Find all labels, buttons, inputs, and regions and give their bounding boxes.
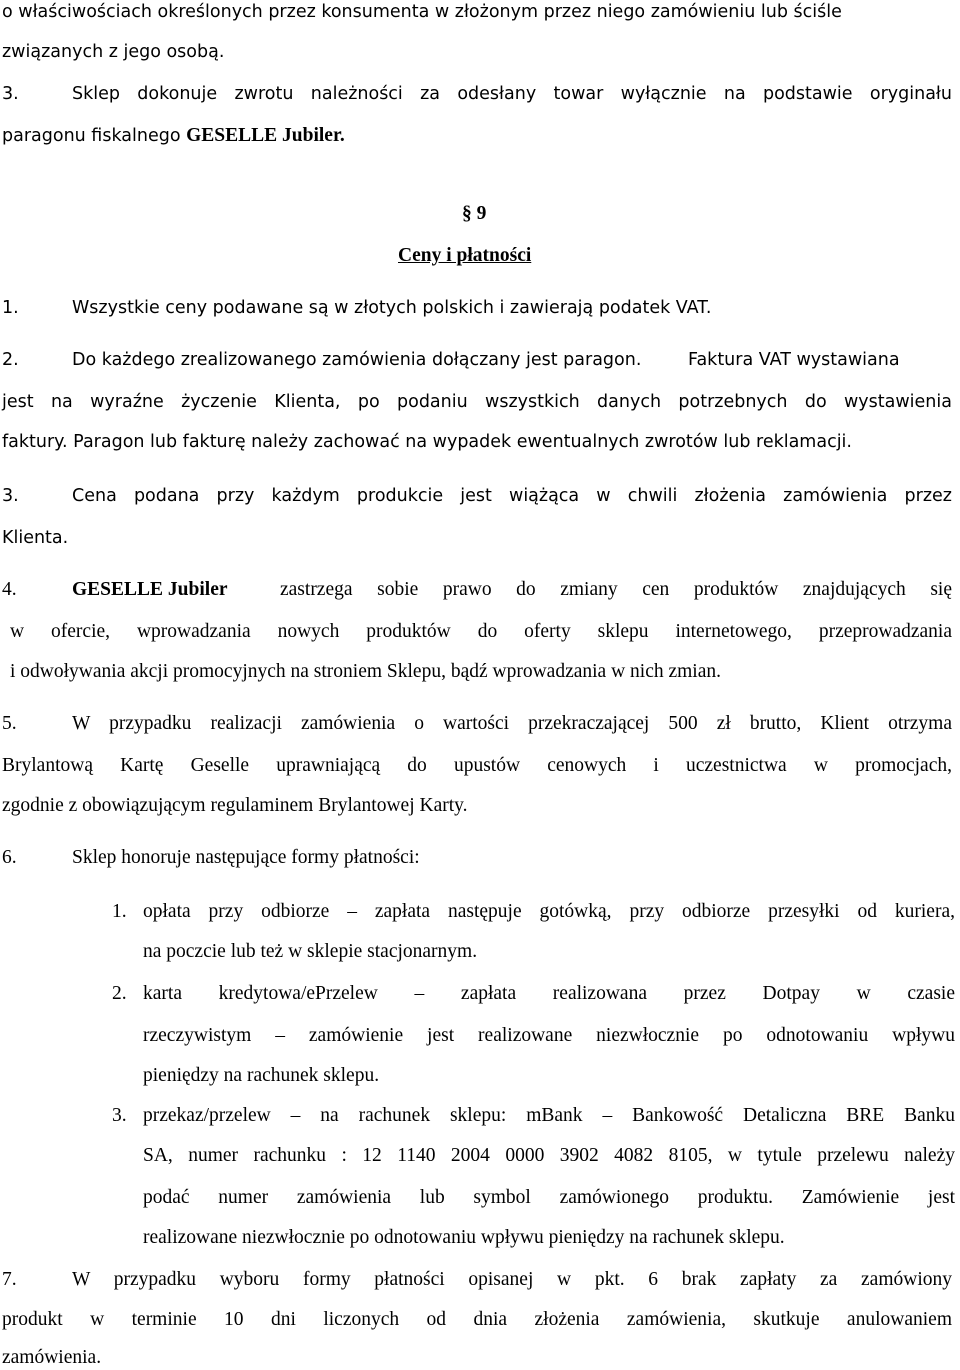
intro-item-3-line-2 xyxy=(2,124,345,148)
item-2-number: 2. xyxy=(2,350,19,370)
payment-2-line-1 xyxy=(143,982,955,1006)
item-4-line-3: i odwoływania akcji promocyjnych na stroniem Sklepu, bądź wprowadzania w nich zmian. xyxy=(10,661,722,682)
payment-1-line-2: na poczcie lub też w sklepie stacjonarnym. xyxy=(143,941,478,962)
item-2-line-2-text: jest na wyraźne życzenie Klienta, po podaniu wszystkich danych potrzebnych do wystawienia xyxy=(2,392,952,412)
intro-item-3-text: Sklep dokonuje zwrotu należności za odesłany towar wyłącznie na podstawie oryginału xyxy=(72,84,952,104)
item-1-number: 1. xyxy=(2,298,19,318)
payment-1-line-1 xyxy=(143,900,955,924)
payment-2-line-1-text: karta kredytowa/ePrzelew – zapłata realizowana przez Dotpay w czasie xyxy=(143,983,955,1004)
item-3-line-2: Klienta. xyxy=(2,528,69,548)
payment-3-line-2-text: SA, numer rachunku : 12 1140 2004 0000 3902 4082 8105, w tytule przelewu należy xyxy=(143,1145,955,1166)
item-5-line-3: zgodnie z obowiązującym regulaminem Brylantowej Karty. xyxy=(2,795,468,816)
brand-name: GESELLE Jubiler. xyxy=(186,125,345,146)
payment-3-line-1 xyxy=(143,1104,955,1128)
item-3-line-1-text: Cena podana przy każdym produkcie jest wiążąca w chwili złożenia zamówienia przez xyxy=(72,486,952,506)
section-symbol: § 9 xyxy=(462,203,487,224)
payment-2-number: 2. xyxy=(112,983,127,1004)
item-7-line-1 xyxy=(72,1268,952,1292)
item-5-number: 5. xyxy=(2,713,17,734)
item-3-line-1 xyxy=(72,484,952,508)
payment-2-line-3: pieniędzy na rachunek sklepu. xyxy=(143,1065,380,1086)
item-4-line-2 xyxy=(10,620,952,644)
section-title: Ceny i płatności xyxy=(398,245,532,266)
item-1-text: Wszystkie ceny podawane są w złotych polskich i zawierają podatek VAT. xyxy=(72,298,712,318)
item-4-brand: GESELLE Jubiler xyxy=(72,579,228,600)
payment-2-line-2-text: rzeczywistym – zamówienie jest realizowane niezwłocznie po odnotowaniu wpływu xyxy=(143,1025,955,1046)
payment-3-number: 3. xyxy=(112,1105,127,1126)
item-7-line-1-text: W przypadku wyboru formy płatności opisanej w pkt. 6 brak zapłaty za zamówiony xyxy=(72,1269,952,1290)
item-4-line-1 xyxy=(280,578,952,602)
payment-1-number: 1. xyxy=(112,901,127,922)
item-4-line-2-text: w ofercie, wprowadzania nowych produktów do oferty sklepu internetowego, przeprowadzania xyxy=(10,621,952,642)
item-7-line-3: zamówienia. xyxy=(2,1347,102,1368)
item-2-line-3-b: Paragon lub fakturę należy zachować na wypadek ewentualnych zwrotów lub reklamacji. xyxy=(73,432,852,452)
item-2-text-a: Do każdego zrealizowanego zamówienia dołączany jest paragon. xyxy=(72,350,642,370)
item-3-number: 3. xyxy=(2,486,19,506)
item-7-line-2 xyxy=(2,1308,952,1332)
payment-3-line-3-text: podać numer zamówienia lub symbol zamówionego produktu. Zamówienie jest xyxy=(143,1187,955,1208)
item-2-text-b: Faktura VAT wystawiana xyxy=(688,350,900,370)
intro-item-3-number: 3. xyxy=(2,84,19,104)
item-5-line-1 xyxy=(72,712,952,736)
item-4-line-1-text: zastrzega sobie prawo do zmiany cen produktów znajdujących się xyxy=(280,579,952,600)
payment-3-line-1-text: przekaz/przelew – na rachunek sklepu: mBank – Bankowość Detaliczna BRE Banku xyxy=(143,1105,955,1126)
payment-3-line-3 xyxy=(143,1186,955,1210)
item-5-line-2-text: Brylantową Kartę Geselle uprawniającą do upustów cenowych i uczestnictwa w promocjach, xyxy=(2,755,952,776)
item-4-number: 4. xyxy=(2,579,17,600)
item-7-number: 7. xyxy=(2,1269,17,1290)
intro-item-3-text-2: paragonu fiskalnego xyxy=(2,126,187,146)
item-5-line-2 xyxy=(2,754,952,778)
intro-line-1: o właściwościach określonych przez konsumenta w złożonym przez niego zamówieniu lub ściśle xyxy=(2,2,842,22)
item-2-line-2 xyxy=(2,390,952,414)
item-6-number: 6. xyxy=(2,847,17,868)
item-2-line-3 xyxy=(2,430,852,454)
intro-line-2: związanych z jego osobą. xyxy=(2,42,225,62)
payment-2-line-2 xyxy=(143,1024,955,1048)
payment-3-line-4: realizowane niezwłocznie po odnotowaniu wpływu pieniędzy na rachunek sklepu. xyxy=(143,1227,785,1248)
item-5-line-1-text: W przypadku realizacji zamówienia o wartości przekraczającej 500 zł brutto, Klient otrzyma xyxy=(72,713,952,734)
intro-item-3-line-1 xyxy=(72,82,952,106)
item-2-line-3-a: faktury. xyxy=(2,432,68,452)
payment-3-line-2 xyxy=(143,1144,955,1168)
item-7-line-2-text: produkt w terminie 10 dni liczonych od dnia złożenia zamówienia, skutkuje anulowaniem xyxy=(2,1309,952,1330)
item-6-text: Sklep honoruje następujące formy płatności: xyxy=(72,847,420,868)
payment-1-line-1-text: opłata przy odbiorze – zapłata następuje gotówką, przy odbiorze przesyłki od kuriera, xyxy=(143,901,955,922)
